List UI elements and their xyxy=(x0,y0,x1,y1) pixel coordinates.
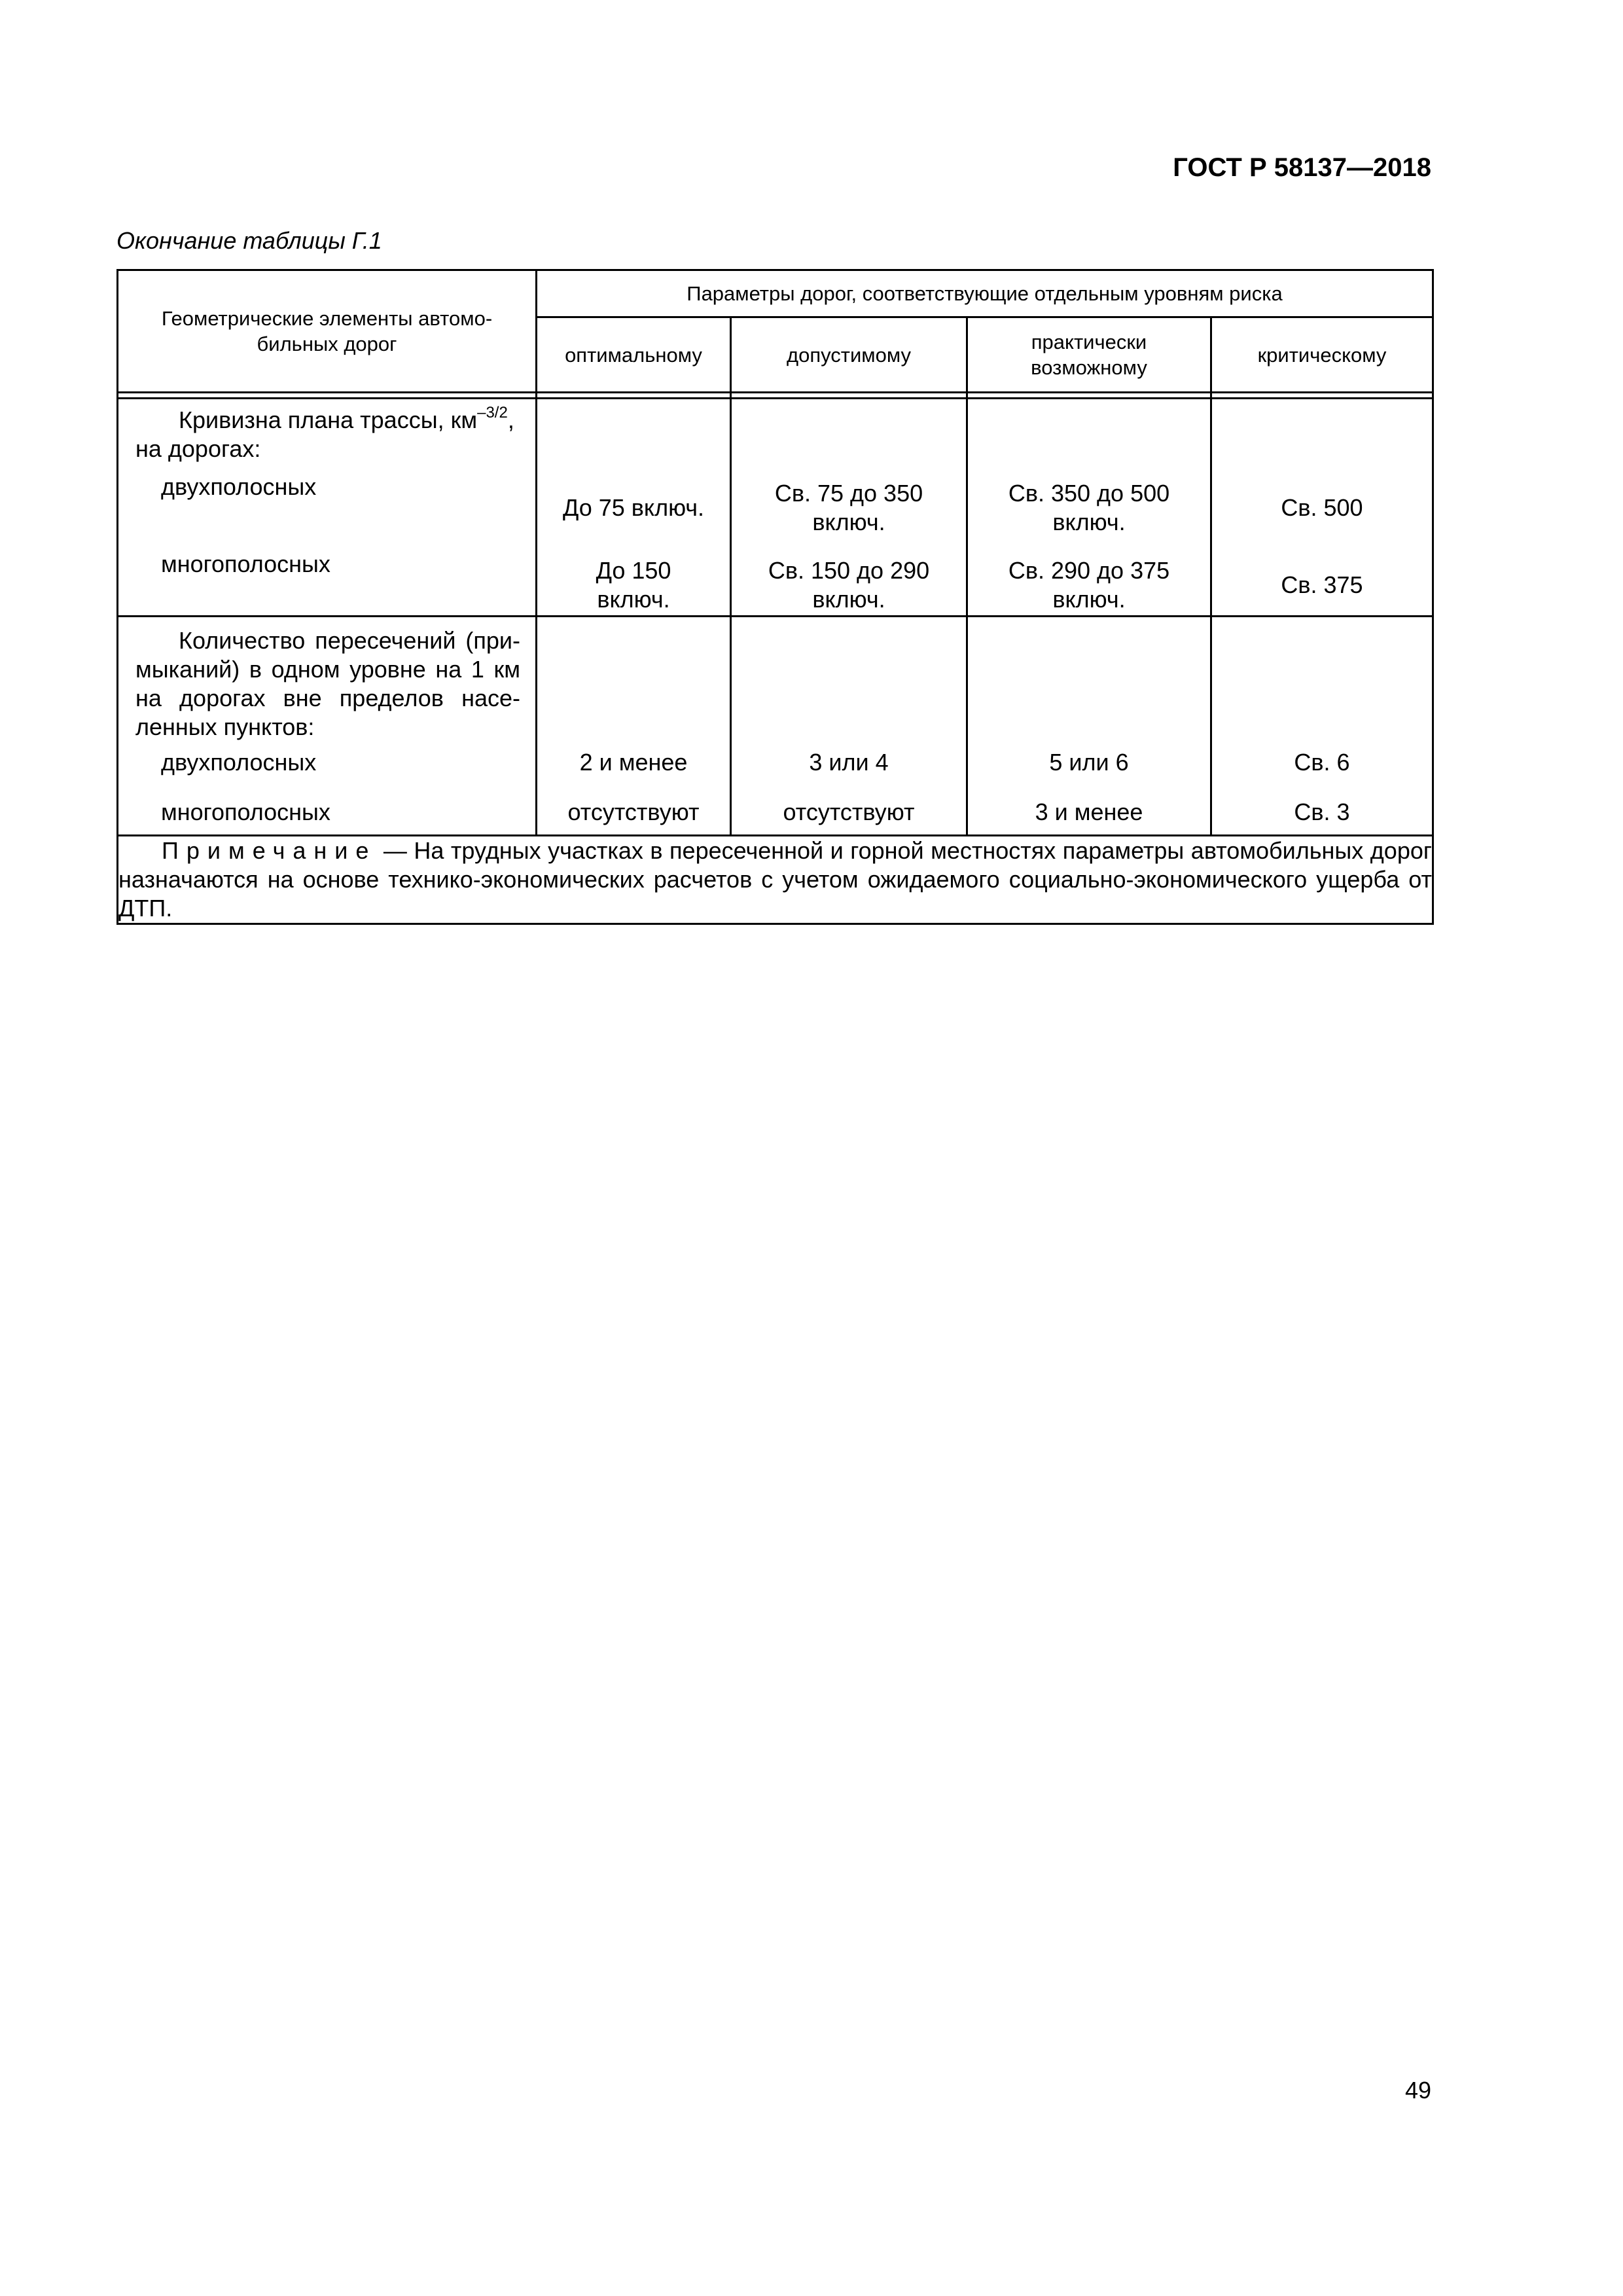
header-separator xyxy=(118,393,1433,399)
note-label: Примечание xyxy=(162,837,377,864)
value-cell: Св. 500 xyxy=(1281,494,1363,521)
row-label-multi-lane: многополосных xyxy=(161,798,330,825)
header-level-acceptable: допустимому xyxy=(731,317,967,393)
value-cell: Св. 75 до 350 включ. xyxy=(774,480,923,535)
value-cell: До 75 включ. xyxy=(562,494,705,521)
group-title-intersections: Количество пересечений (при-мыканий) в одном уровне на 1 км на дорогах вне пределов насе-ленных пунктов: xyxy=(135,627,520,740)
value-cell: 2 и менее xyxy=(579,749,688,776)
curvature-label-cell xyxy=(118,399,537,617)
document-code: ГОСТ Р 58137—2018 xyxy=(1173,153,1431,182)
value-cell: Св. 290 до 375 включ. xyxy=(1008,557,1170,613)
table-note-row xyxy=(118,836,1433,924)
table-row-curvature xyxy=(118,399,1433,617)
table-row-intersections xyxy=(118,617,1433,836)
page-number: 49 xyxy=(1404,2077,1431,2104)
header-row-top xyxy=(118,270,1433,317)
parameters-table xyxy=(116,269,1434,925)
value-cell: Св. 350 до 500 включ. xyxy=(1008,480,1170,535)
table-caption: Окончание таблицы Г.1 xyxy=(116,227,382,254)
value-cell: 5 или 6 xyxy=(1049,749,1129,776)
header-group-title: Параметры дорог, соответствующие отдельным уровням риска xyxy=(537,270,1433,317)
row-label-multi-lane: многополосных xyxy=(161,550,330,577)
value-cell: отсутствуют xyxy=(567,798,700,825)
header-level-possible: практически возможному xyxy=(967,317,1211,393)
value-cell: До 150 включ. xyxy=(596,557,671,613)
row-label-two-lane: двухполосных xyxy=(161,473,317,500)
header-level-optimal: оптимальному xyxy=(537,317,731,393)
value-cell: отсутствуют xyxy=(783,798,915,825)
value-cell: Св. 6 xyxy=(1294,749,1350,776)
row-label-two-lane: двухполосных xyxy=(161,749,317,776)
value-cell: Св. 375 xyxy=(1281,571,1363,598)
value-cell: Св. 150 до 290 включ. xyxy=(768,557,930,613)
value-cell: 3 и менее xyxy=(1035,798,1143,825)
header-level-critical: критическому xyxy=(1211,317,1433,393)
value-cell: Св. 3 xyxy=(1294,798,1350,825)
group-title-curvature: Кривизна плана трассы, $км^{-3/2}$, на дорогах: xyxy=(135,404,514,462)
table-note xyxy=(118,836,1433,924)
value-cell: 3 или 4 xyxy=(809,749,889,776)
header-element-col: Геометрические элементы автомо-бильных дорог xyxy=(118,270,537,393)
intersections-label-cell xyxy=(118,617,537,836)
note-text: — На трудных участках в пересеченной и горной местностях параметры автомобильных дорог назначаются на основе технико-экономических расчетов с учетом ожидаемого социально-экономического ущерба от ДТП. xyxy=(118,837,1432,922)
